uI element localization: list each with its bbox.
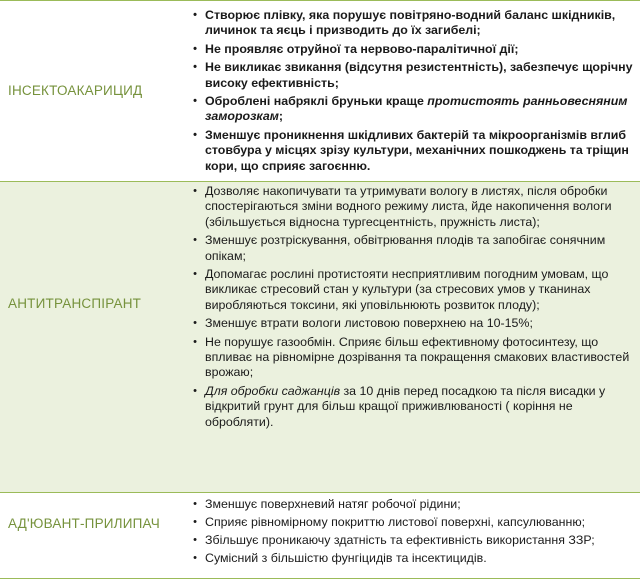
item-text: Не викликає звикання (відсутня резистентність), забезпечує щорічну високу ефективність; xyxy=(205,60,633,90)
property-list xyxy=(187,496,633,568)
bullet-icon: • xyxy=(193,335,197,348)
list-item xyxy=(187,184,633,230)
category-label: АД'ЮВАНТ-ПРИЛИПАЧ xyxy=(8,516,160,531)
property-list xyxy=(187,184,633,433)
item-text: Не проявляє отруйної та нервово-паралітичної дії; xyxy=(205,41,519,56)
item-text: Допомагає рослині протистояти несприятливим погодним умовам, що викликає стресовий стан у культури (за стресових умов у тканинах виробляються токсини, які уповільнюють розвиток плоду); xyxy=(205,267,609,312)
list-item xyxy=(187,532,633,548)
row-divider xyxy=(0,578,640,579)
list-item xyxy=(187,384,633,430)
item-text: Дозволяє накопичувати та утримувати вологу в листях, після обробки спостерігаються зміни водного режиму листа, йде накопичення вологи (збільшується відносна тургесцентність, пружність листа); xyxy=(205,184,612,229)
bullet-icon: • xyxy=(193,9,197,21)
category-label: ІНСЕКТОАКАРИЦИД xyxy=(8,83,143,98)
item-text: Сумісний з більшістю фунгіцидів та інсектицидів. xyxy=(205,551,487,565)
list-item xyxy=(187,42,633,57)
list-item xyxy=(187,550,633,566)
list-item xyxy=(187,233,633,264)
row-divider xyxy=(0,0,640,1)
bullet-icon: • xyxy=(193,516,197,528)
bullet-icon: • xyxy=(193,384,197,397)
table-row-antitranspirant xyxy=(0,181,640,492)
list-item xyxy=(187,514,633,530)
bullet-icon: • xyxy=(193,61,197,74)
item-text: Не порушує газообмін. Сприяє більш ефективному фотосинтезу, що впливає на рівномірне дозрівання та покращення смакових властивостей врожаю; xyxy=(205,334,630,380)
row-divider xyxy=(0,181,640,182)
bullet-icon: • xyxy=(193,95,197,108)
bullet-icon: • xyxy=(193,317,197,330)
bullet-icon: • xyxy=(193,498,197,510)
table-row-insectoacaricide xyxy=(0,0,640,181)
bullet-icon: • xyxy=(193,185,197,197)
item-text: Зменшує розтріскування, обвітрювання плодів та запобігає сонячним опікам; xyxy=(205,233,606,263)
bullet-icon: • xyxy=(193,268,197,281)
list-item xyxy=(187,60,633,91)
item-text: Збільшує проникаючу здатність та ефективність використання ЗЗР; xyxy=(205,533,595,547)
list-item xyxy=(187,267,633,313)
item-text-end: ; xyxy=(278,109,284,124)
list-item xyxy=(187,335,633,381)
item-text: Сприяє рівномірному покриттю листової поверхні, капсулюванню; xyxy=(205,515,586,529)
bullet-icon: • xyxy=(193,128,197,141)
item-text: Зменшує проникнення шкідливих бактерій та мікроорганізмів вглиб стовбура у місцях зрізу культури, механічних пошкоджень та тріщин кори, що сприяє загоєнню. xyxy=(205,127,629,173)
bullet-icon: • xyxy=(193,234,197,247)
list-item xyxy=(187,496,633,512)
bullet-icon: • xyxy=(193,42,197,55)
category-label: АНТИТРАНСПІРАНТ xyxy=(8,296,142,311)
bullet-icon: • xyxy=(193,534,197,546)
property-list xyxy=(187,8,633,177)
list-item xyxy=(187,128,633,174)
table-row-adjuvant xyxy=(0,492,640,588)
list-item xyxy=(187,8,633,39)
list-item xyxy=(187,94,633,125)
bullet-icon: • xyxy=(193,552,197,564)
list-item xyxy=(187,316,633,331)
item-text: Оброблені набряклі бруньки краще xyxy=(205,94,428,109)
item-emphasis: Для обробки саджанців xyxy=(205,383,341,398)
item-emphasis: протистоять ранньовесняним заморозкам xyxy=(205,94,628,124)
row-divider xyxy=(0,492,640,493)
item-text: Зменшує поверхневий натяг робочої рідини; xyxy=(205,497,461,511)
item-text: за 10 днів перед посадкою та після висадки у відкритий грунт для більш кращої приживлюваності ( коріння не обробляти). xyxy=(205,383,606,429)
item-text: Зменшує втрати вологи листовою поверхнею на 10-15%; xyxy=(205,316,533,331)
item-text: Створює плівку, яка порушує повітряно-водний баланс шкідників, личинок та яєць і призводить до їх загибелі; xyxy=(205,8,616,38)
